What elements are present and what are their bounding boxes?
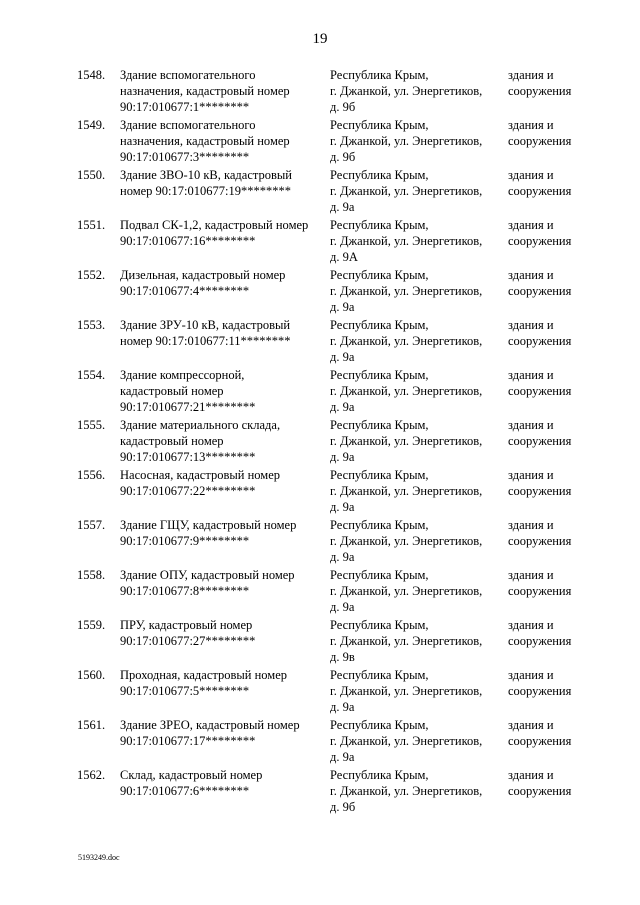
item-name: Здание вспомогательного назначения, кадастровый номер 90:17:010677:1******** bbox=[120, 68, 290, 114]
item-address: Республика Крым, г. Джанкой, ул. Энергетиков, д. 9а bbox=[330, 268, 483, 314]
item-number: 1550. bbox=[77, 168, 106, 182]
item-name: Здание ЗРЕО, кадастровый номер 90:17:010677:17******** bbox=[120, 718, 300, 748]
page-number: 19 bbox=[312, 31, 328, 47]
item-number: 1551. bbox=[77, 218, 106, 232]
item-address: Республика Крым, г. Джанкой, ул. Энергетиков, д. 9в bbox=[330, 618, 483, 664]
item-number: 1557. bbox=[77, 518, 106, 532]
item-number: 1548. bbox=[77, 68, 106, 82]
item-name: Насосная, кадастровый номер 90:17:010677:22******** bbox=[120, 468, 280, 498]
item-type: здания и сооружения bbox=[508, 118, 572, 148]
item-address: Республика Крым, г. Джанкой, ул. Энергетиков, д. 9б bbox=[330, 118, 483, 164]
item-address: Республика Крым, г. Джанкой, ул. Энергетиков, д. 9а bbox=[330, 168, 483, 214]
item-type: здания и сооружения bbox=[508, 268, 572, 298]
item-address: Республика Крым, г. Джанкой, ул. Энергетиков, д. 9А bbox=[330, 218, 483, 264]
list-item bbox=[0, 117, 640, 167]
item-number: 1562. bbox=[77, 768, 106, 782]
item-type: здания и сооружения bbox=[508, 718, 572, 748]
item-number: 1554. bbox=[77, 368, 106, 382]
item-address: Республика Крым, г. Джанкой, ул. Энергетиков, д. 9а bbox=[330, 368, 483, 414]
item-type: здания и сооружения bbox=[508, 768, 572, 798]
item-name: Склад, кадастровый номер 90:17:010677:6******** bbox=[120, 768, 263, 798]
item-number: 1549. bbox=[77, 118, 106, 132]
item-name: Подвал СК-1,2, кадастровый номер 90:17:010677:16******** bbox=[120, 218, 309, 248]
list-item bbox=[0, 167, 640, 217]
item-address: Республика Крым, г. Джанкой, ул. Энергетиков, д. 9а bbox=[330, 418, 483, 464]
item-number: 1553. bbox=[77, 318, 106, 332]
item-type: здания и сооружения bbox=[508, 468, 572, 498]
item-address: Республика Крым, г. Джанкой, ул. Энергетиков, д. 9б bbox=[330, 68, 483, 114]
list-item bbox=[0, 317, 640, 367]
item-type: здания и сооружения bbox=[508, 518, 572, 548]
list-item bbox=[0, 567, 640, 617]
item-address: Республика Крым, г. Джанкой, ул. Энергетиков, д. 9а bbox=[330, 568, 483, 614]
list-item bbox=[0, 717, 640, 767]
item-name: Проходная, кадастровый номер 90:17:010677:5******** bbox=[120, 668, 288, 698]
item-address: Республика Крым, г. Джанкой, ул. Энергетиков, д. 9а bbox=[330, 518, 483, 564]
item-name: Здание вспомогательного назначения, кадастровый номер 90:17:010677:3******** bbox=[120, 118, 290, 164]
item-address: Республика Крым, г. Джанкой, ул. Энергетиков, д. 9а bbox=[330, 468, 483, 514]
list-item bbox=[0, 517, 640, 567]
item-number: 1552. bbox=[77, 268, 106, 282]
list-item bbox=[0, 667, 640, 717]
item-number: 1561. bbox=[77, 718, 106, 732]
item-type: здания и сооружения bbox=[508, 568, 572, 598]
item-address: Республика Крым, г. Джанкой, ул. Энергетиков, д. 9а bbox=[330, 718, 483, 764]
item-name: Здание материального склада, кадастровый номер 90:17:010677:13******** bbox=[120, 418, 281, 464]
list-item bbox=[0, 617, 640, 667]
property-list bbox=[0, 67, 640, 817]
item-type: здания и сооружения bbox=[508, 418, 572, 448]
item-name: Здание ЗВО-10 кВ, кадастровый номер 90:17:010677:19******** bbox=[120, 168, 292, 198]
item-name: Здание компрессорной, кадастровый номер 90:17:010677:21******** bbox=[120, 368, 256, 414]
item-type: здания и сооружения bbox=[508, 168, 572, 198]
item-number: 1560. bbox=[77, 668, 106, 682]
item-address: Республика Крым, г. Джанкой, ул. Энергетиков, д. 9б bbox=[330, 768, 483, 814]
item-type: здания и сооружения bbox=[508, 668, 572, 698]
list-item bbox=[0, 217, 640, 267]
item-name: Дизельная, кадастровый номер 90:17:010677:4******** bbox=[120, 268, 286, 298]
item-type: здания и сооружения bbox=[508, 68, 572, 98]
item-address: Республика Крым, г. Джанкой, ул. Энергетиков, д. 9а bbox=[330, 668, 483, 714]
list-item bbox=[0, 367, 640, 417]
list-item bbox=[0, 767, 640, 817]
item-name: Здание ГЩУ, кадастровый номер 90:17:010677:9******** bbox=[120, 518, 297, 548]
item-type: здания и сооружения bbox=[508, 368, 572, 398]
item-number: 1555. bbox=[77, 418, 106, 432]
list-item bbox=[0, 67, 640, 117]
item-address: Республика Крым, г. Джанкой, ул. Энергетиков, д. 9а bbox=[330, 318, 483, 364]
item-type: здания и сооружения bbox=[508, 218, 572, 248]
document-filename: 5193249.doc bbox=[78, 853, 120, 862]
item-name: Здание ОПУ, кадастровый номер 90:17:010677:8******** bbox=[120, 568, 295, 598]
item-number: 1559. bbox=[77, 618, 106, 632]
item-type: здания и сооружения bbox=[508, 318, 572, 348]
list-item bbox=[0, 467, 640, 517]
list-item bbox=[0, 267, 640, 317]
item-name: Здание ЗРУ-10 кВ, кадастровый номер 90:17:010677:11******** bbox=[120, 318, 291, 348]
item-name: ПРУ, кадастровый номер 90:17:010677:27******** bbox=[120, 618, 256, 648]
item-type: здания и сооружения bbox=[508, 618, 572, 648]
item-number: 1556. bbox=[77, 468, 106, 482]
list-item bbox=[0, 417, 640, 467]
item-number: 1558. bbox=[77, 568, 106, 582]
